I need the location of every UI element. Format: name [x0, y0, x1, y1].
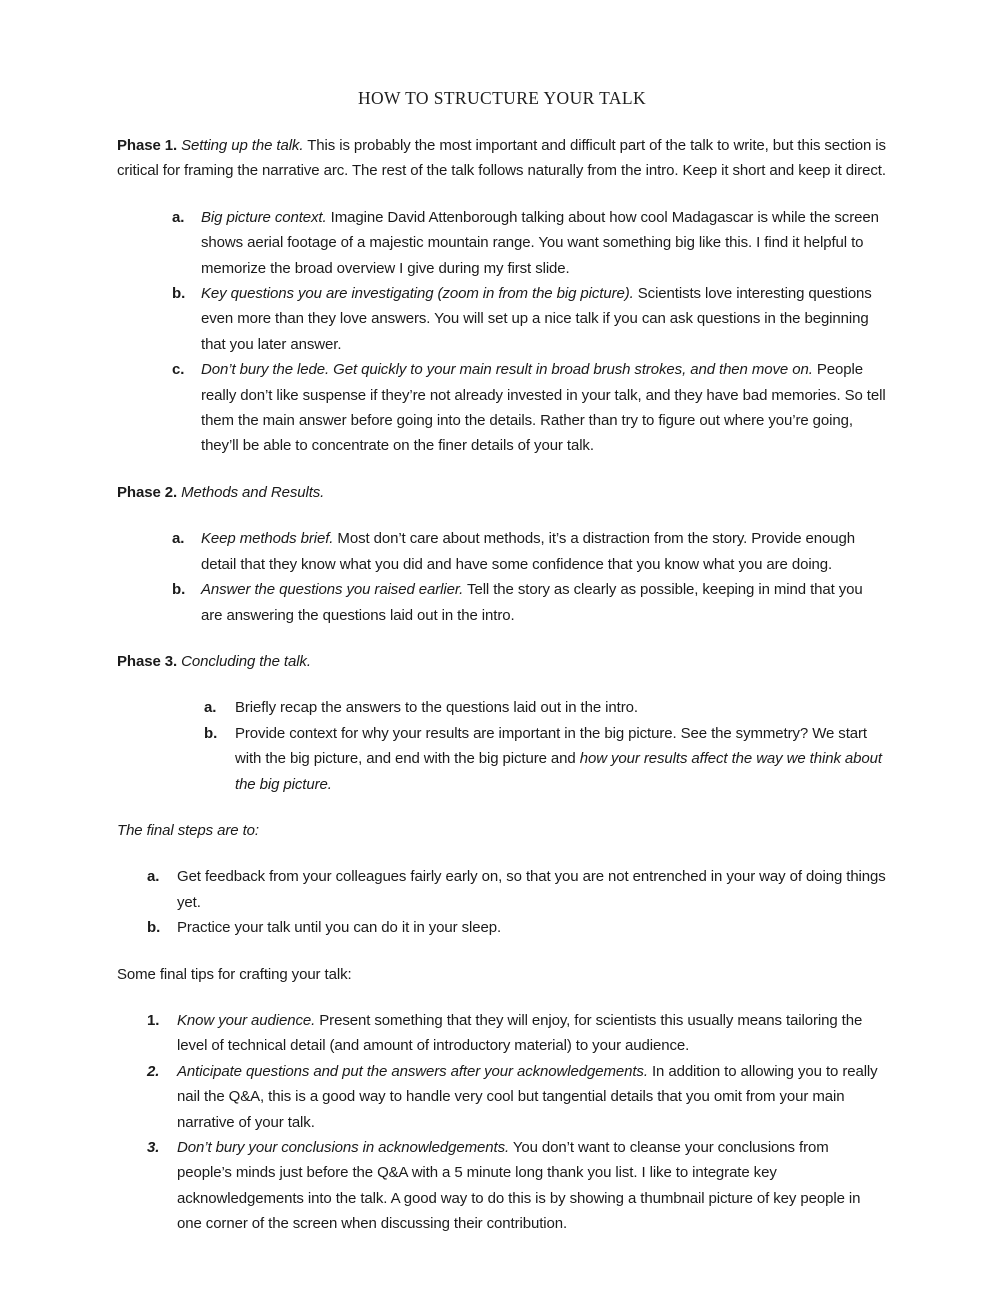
list-item — [172, 577, 887, 628]
list-item-text — [201, 577, 887, 628]
list-marker: a. — [172, 530, 185, 548]
text-run: Get feedback from your colleagues fairly early on, so that you are not entrenched in your way of doing things yet. — [177, 868, 886, 911]
text-run: Methods and Results. — [177, 483, 325, 501]
list-marker: b. — [204, 724, 218, 742]
phase-1-list — [117, 205, 887, 459]
list-marker: 1. — [147, 1011, 160, 1029]
list-item-text — [177, 915, 887, 940]
list-item — [172, 357, 887, 459]
list-marker: b. — [172, 285, 186, 303]
list-item-text — [177, 1135, 887, 1237]
final-steps-intro — [117, 818, 887, 843]
text-run: Present something that they will enjoy, for scientists this usually means tailoring the level of technical detail (and amount of introductory material) to your audience. — [177, 1011, 863, 1055]
list-item-text — [235, 695, 887, 720]
list-marker: a. — [147, 868, 160, 886]
list-item — [172, 281, 887, 357]
list-item — [147, 915, 887, 940]
text-run: Some final tips for crafting your talk: — [117, 965, 352, 983]
text-run: Keep methods brief. — [201, 530, 334, 548]
list-item-text — [235, 721, 887, 797]
text-run: Know your audience. — [177, 1011, 316, 1029]
text-run: Tell the story as clearly as possible, keeping in mind that you are answering the questions laid out in the intro. — [201, 581, 863, 624]
text-run: The final steps are to: — [117, 821, 259, 839]
text-run: Concluding the talk. — [177, 652, 311, 670]
list-item-text — [177, 1059, 887, 1135]
text-run: Briefly recap the answers to the questions laid out in the intro. — [235, 699, 638, 717]
list-item-text — [201, 281, 887, 357]
document-body — [117, 133, 887, 1237]
text-run: Imagine David Attenborough talking about how cool Madagascar is while the screen shows aerial footage of a majestic mountain range. You want something big like this. I find it helpful to memorize the broad overview I give during my first slide. — [201, 208, 879, 277]
text-run: how your results affect the way we think about the big picture. — [235, 750, 882, 793]
final-tips-intro — [117, 962, 887, 987]
list-item-text — [201, 205, 887, 281]
phase-2-heading — [117, 480, 887, 505]
text-run: Scientists love interesting questions even more than they love answers. You will set up a nice talk if you can ask questions in the beginning that you later answer. — [201, 285, 872, 353]
list-item — [204, 721, 887, 797]
phase-3-heading — [117, 649, 887, 674]
list-marker: a. — [172, 208, 185, 226]
list-item — [204, 695, 887, 720]
phase-3-list — [117, 695, 887, 797]
final-tips-list — [117, 1008, 887, 1237]
list-item — [147, 864, 887, 915]
text-run: Provide context for why your results are important in the big picture. See the symmetry? We start with the big picture, and end with the big picture and — [235, 724, 867, 768]
list-item-text — [201, 526, 887, 577]
text-run: Don’t bury the lede. Get quickly to your main result in broad brush strokes, and then move on. — [201, 361, 813, 379]
text-run: Most don’t care about methods, it’s a distraction from the story. Provide enough detail that they know what you did and have some confidence that you know what you are doing. — [201, 530, 855, 573]
list-item — [147, 1135, 887, 1237]
page-title: HOW TO STRUCTURE YOUR TALK — [357, 88, 647, 108]
list-item-text — [201, 357, 887, 459]
list-marker: b. — [147, 919, 161, 937]
list-item — [172, 526, 887, 577]
list-marker: 2. — [147, 1062, 160, 1080]
text-run: Answer the questions you raised earlier. — [201, 581, 464, 599]
text-run: Setting up the talk. — [177, 137, 304, 154]
text-run: Phase 1. — [117, 137, 178, 154]
final-steps-list — [117, 864, 887, 940]
text-run: Anticipate questions and put the answers after your acknowledgements. — [177, 1062, 648, 1080]
text-run: Don’t bury your conclusions in acknowledgements. — [177, 1139, 510, 1156]
list-item — [172, 205, 887, 281]
text-run: Big picture context. — [201, 208, 327, 226]
list-item-text — [177, 864, 887, 915]
list-marker: a. — [204, 699, 217, 717]
text-run: People really don’t like suspense if they’re not already invested in your talk, and they have bad memories. So tell them the main answer before going into the details. Rather than try to figure out where you’re going, they’ll be able to concentrate on the finer details of your talk. — [201, 361, 886, 455]
list-marker: 3. — [147, 1139, 160, 1156]
list-item-text — [177, 1008, 887, 1059]
text-run: Key questions you are investigating (zoom in from the big picture). — [201, 285, 634, 303]
text-run: You don’t want to cleanse your conclusions from people’s minds just before the Q&A with a 5 minute long thank you list. I like to integrate key acknowledgements into the talk. A good way to do this is by showing a thumbnail picture of key people in one corner of the screen when discussing their contribution. — [177, 1139, 861, 1233]
list-item — [147, 1059, 887, 1135]
text-run: Phase 2. — [117, 483, 178, 501]
phase-1-paragraph — [117, 133, 887, 184]
phase-2-list — [117, 526, 887, 628]
list-marker: c. — [172, 361, 185, 379]
text-run: Practice your talk until you can do it in your sleep. — [177, 919, 502, 937]
list-item — [147, 1008, 887, 1059]
text-run: This is probably the most important and difficult part of the talk to write, but this section is critical for framing the narrative arc. The rest of the talk follows naturally from the intro. Keep it short and keep it direct. — [117, 137, 886, 180]
list-marker: b. — [172, 581, 186, 599]
text-run: In addition to allowing you to really nail the Q&A, this is a good way to handle very cool but tangential details that you omit from your main narrative of your talk. — [177, 1062, 878, 1131]
text-run: Phase 3. — [117, 652, 178, 670]
